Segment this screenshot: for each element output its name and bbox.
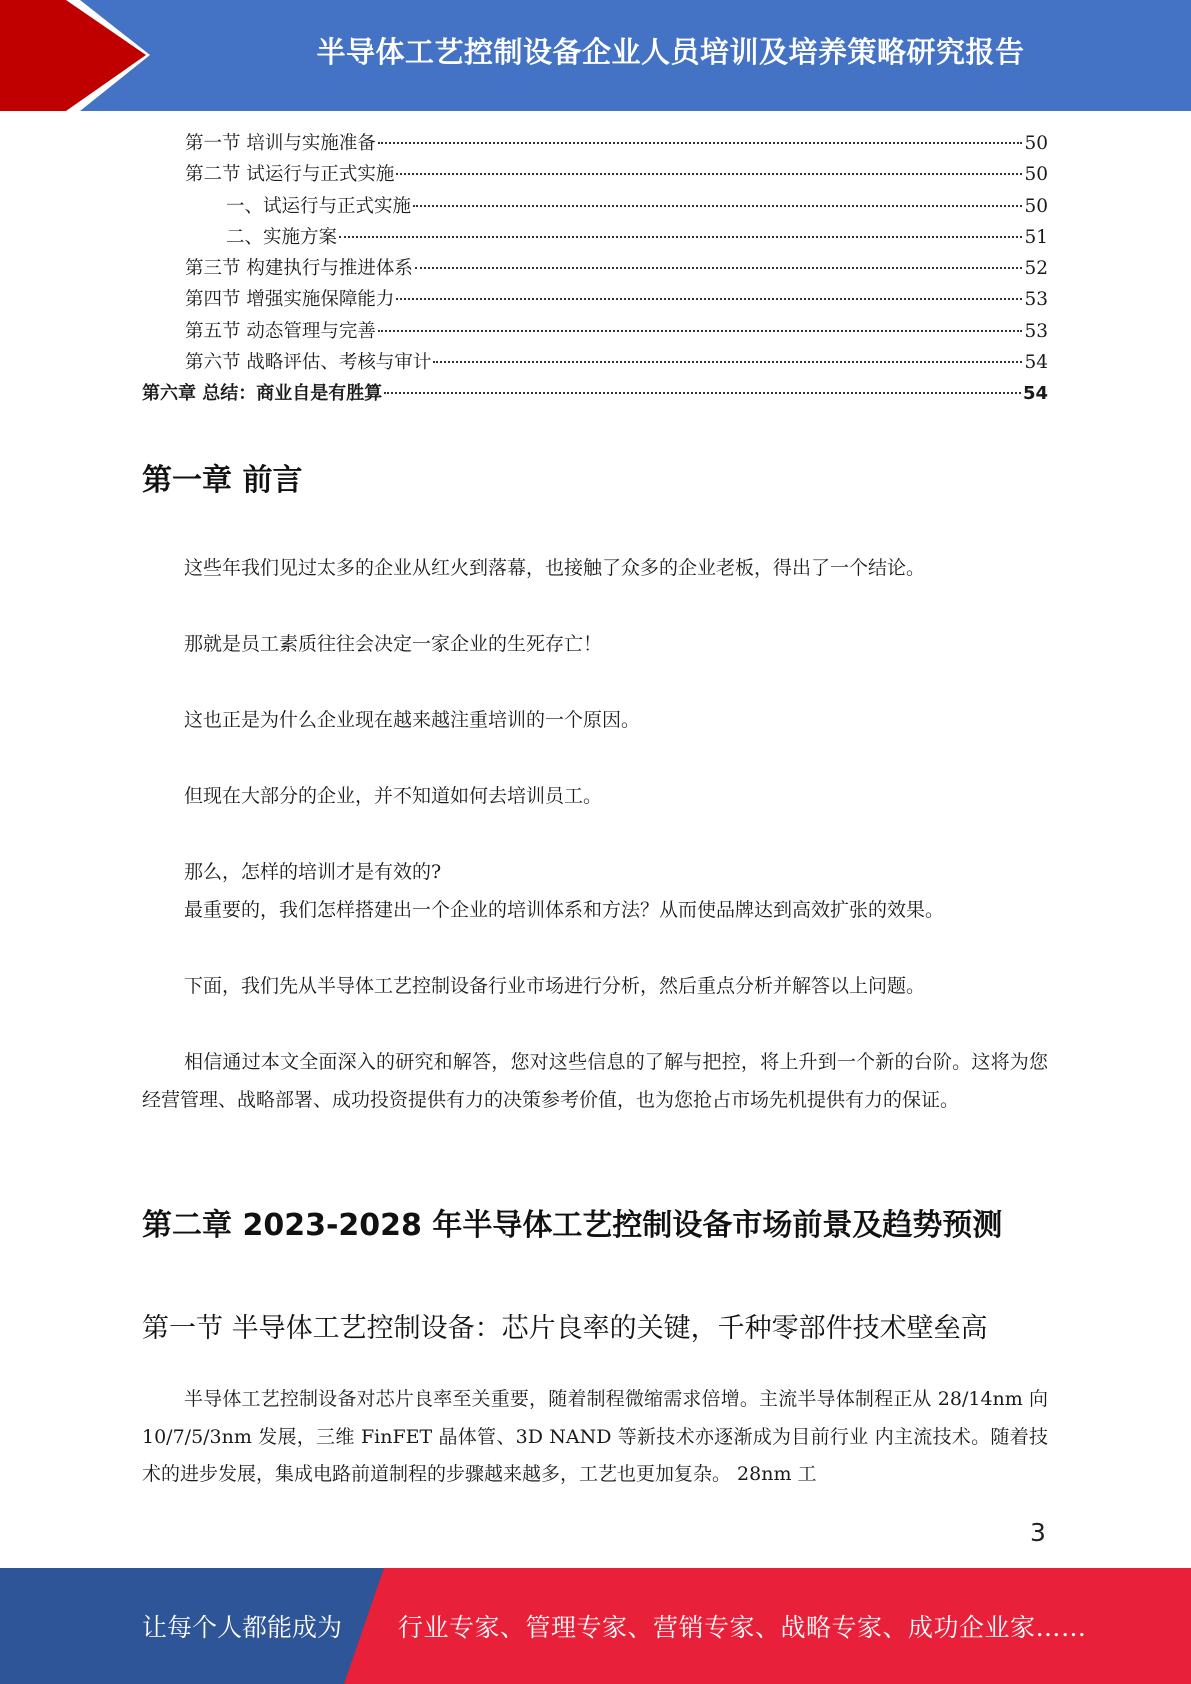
toc-entry-label: 第六节 战略评估、考核与审计 <box>185 352 432 374</box>
toc-leader-dots <box>433 361 1022 363</box>
toc-entry-label: 一、试运行与正式实施 <box>226 195 412 217</box>
toc-entry-label: 第二节 试运行与正式实施 <box>185 164 395 186</box>
toc-leader-dots <box>415 267 1023 269</box>
toc-entry-page: 51 <box>1024 226 1048 248</box>
footer-slogan-right: 行业专家、管理专家、营销专家、战略专家、成功企业家…… <box>398 1613 1087 1642</box>
toc-entry-page: 53 <box>1024 320 1048 342</box>
toc-entry-page: 50 <box>1024 133 1048 154</box>
paragraph: 相信通过本文全面深入的研究和解答，您对这些信息的了解与把控，将上升到一个新的台阶。这将为您经营管理、战略部署、成功投资提供有力的决策参考价值，也为您抢占市场先机提供有力的保证。 <box>142 1051 1048 1111</box>
table-of-contents <box>142 128 1048 410</box>
toc-entry[interactable] <box>142 222 1048 253</box>
section-heading: 第一节 半导体工艺控制设备：芯片良率的关键，千种零部件技术壁垒高 <box>142 1313 988 1344</box>
toc-entry-page: 52 <box>1024 258 1048 280</box>
paragraph: 这也正是为什么企业现在越来越注重培训的一个原因。 <box>184 709 641 731</box>
toc-entry[interactable] <box>142 316 1048 347</box>
header-band <box>0 0 1191 111</box>
toc-entry-page: 54 <box>1022 383 1048 405</box>
footer-band <box>0 1568 1191 1684</box>
toc-entry-page: 54 <box>1024 352 1048 374</box>
toc-leader-dots <box>384 392 1021 394</box>
chapter-1-heading: 第一章 前言 <box>142 463 303 498</box>
toc-entry-label: 第一节 培训与实施准备 <box>185 133 376 154</box>
toc-entry-page: 53 <box>1024 289 1048 311</box>
toc-entry-label: 第四节 增强实施保障能力 <box>185 289 395 311</box>
paragraph: 这些年我们见过太多的企业从红火到落幕，也接触了众多的企业老板，得出了一个结论。 <box>184 557 926 579</box>
toc-leader-dots <box>413 205 1022 207</box>
toc-entry-label: 第五节 动态管理与完善 <box>185 320 376 342</box>
page-number: 3 <box>1030 1518 1046 1547</box>
paragraph: 但现在大部分的企业，并不知道如何去培训员工。 <box>184 785 603 807</box>
toc-leader-dots <box>378 142 1023 144</box>
toc-leader-dots <box>378 330 1023 332</box>
toc-entry[interactable] <box>142 347 1048 378</box>
toc-entry-page: 50 <box>1024 195 1048 217</box>
toc-entry-label: 第三节 构建执行与推进体系 <box>185 258 413 280</box>
paragraph: 下面，我们先从半导体工艺控制设备行业市场进行分析，然后重点分析并解答以上问题。 <box>184 975 926 997</box>
toc-leader-dots <box>396 173 1022 175</box>
toc-entry-label: 二、实施方案 <box>226 226 338 248</box>
toc-entry[interactable] <box>142 191 1048 222</box>
toc-entry-label: 第六章 总结：商业自是有胜算 <box>142 383 383 405</box>
footer-slogan-left: 让每个人都能成为 <box>142 1613 343 1642</box>
paragraph: 半导体工艺控制设备对芯片良率至关重要，随着制程微缩需求倍增。主流半导体制程正从 28/14nm 向 10/7/5/3nm 发展，三维 FinFET 晶体管、3D NAND 等新技术亦逐渐成为目前行业 内主流技术。随着技术的进步发展，集成电路前道制程的步骤越来越多，工艺也更加复杂。 28nm 工 <box>142 1388 1048 1485</box>
chapter-2-heading: 第二章 2023-2028 年半导体工艺控制设备市场前景及趋势预测 <box>142 1208 1003 1243</box>
toc-entry[interactable] <box>142 128 1048 159</box>
paragraph: 最重要的，我们怎样搭建出一个企业的培训体系和方法？从而使品牌达到高效扩张的效果。 <box>184 899 945 921</box>
paragraph: 那么，怎样的培训才是有效的? <box>184 861 442 883</box>
toc-leader-dots <box>339 236 1022 238</box>
paragraph: 那就是员工素质往往会决定一家企业的生死存亡！ <box>184 633 603 655</box>
toc-entry-page: 50 <box>1024 164 1048 186</box>
toc-leader-dots <box>396 298 1022 300</box>
toc-chapter-entry[interactable] <box>142 378 1048 409</box>
toc-entry[interactable] <box>142 253 1048 284</box>
toc-entry[interactable] <box>142 284 1048 315</box>
report-title: 半导体工艺控制设备企业人员培训及培养策略研究报告 <box>316 35 1025 69</box>
toc-entry[interactable] <box>142 159 1048 190</box>
